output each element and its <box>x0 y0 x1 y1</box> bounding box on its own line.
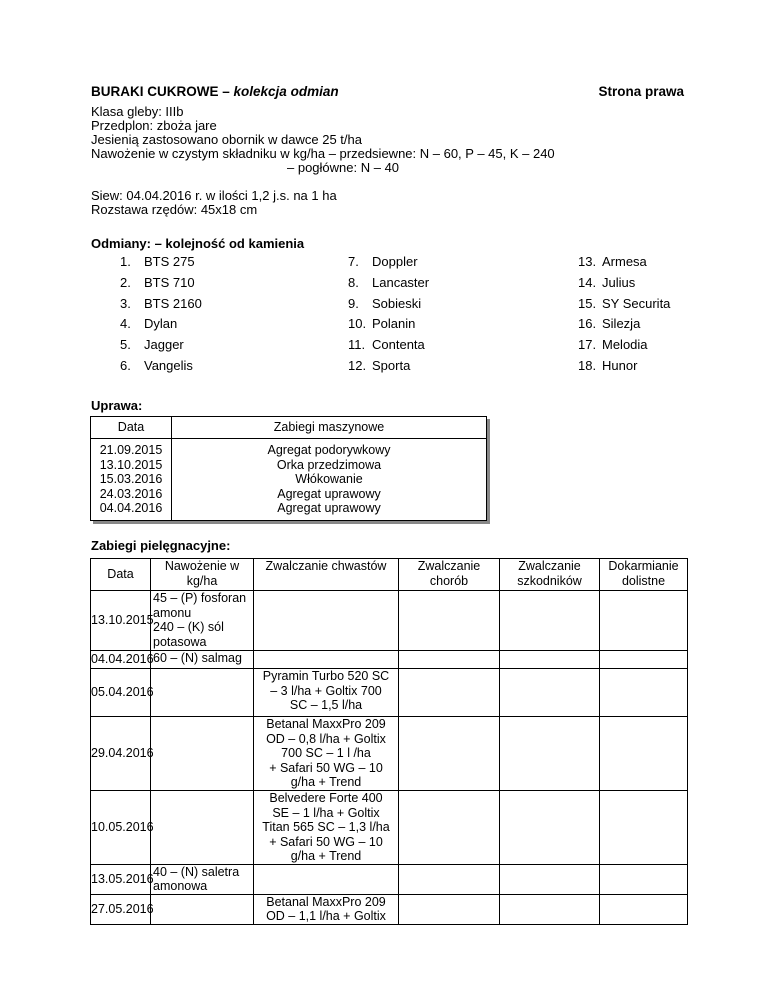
care-pests <box>500 791 600 865</box>
care-col-diseases: Zwalczanie chorób <box>399 559 500 591</box>
variety-item <box>120 358 193 373</box>
care-col-pests: Zwalczanie szkodników <box>500 559 600 591</box>
variety-item <box>348 296 421 311</box>
variety-name: BTS 275 <box>144 254 195 269</box>
care-weeds-line: g/ha + Trend <box>290 849 362 863</box>
care-pests <box>500 864 600 894</box>
variety-item <box>120 254 195 269</box>
care-weeds-line: + Safari 50 WG – 10 <box>269 834 383 849</box>
variety-item <box>348 358 410 373</box>
variety-item <box>578 358 637 373</box>
care-weeds-line: Belvedere Forte 400 <box>269 791 383 805</box>
care-foliar <box>600 651 688 669</box>
tillage-ops-cell <box>172 439 487 521</box>
variety-name: Hunor <box>602 358 638 373</box>
tillage-op: Włókowanie <box>295 472 363 486</box>
variety-name: Vangelis <box>144 358 193 373</box>
care-row <box>91 791 688 865</box>
variety-name: Contenta <box>372 337 425 353</box>
variety-item <box>120 296 202 311</box>
variety-name: Sporta <box>372 358 411 373</box>
care-pests <box>500 717 600 791</box>
variety-item <box>578 275 635 290</box>
care-diseases <box>399 651 500 669</box>
variety-item <box>120 275 195 290</box>
care-weeds <box>254 591 399 651</box>
variety-item <box>120 337 184 352</box>
fertilization-line-1: Nawożenie w czystym składniku w kg/ha – przedsiewne: N – 60, P – 45, K – 240 <box>91 146 555 161</box>
care-col-foliar: Dokarmianie dolistne <box>600 559 688 591</box>
care-date: 05.04.2016 <box>91 669 151 717</box>
care-table <box>90 558 688 925</box>
care-col-weeds: Zwalczanie chwastów <box>254 559 399 591</box>
care-pests <box>500 669 600 717</box>
tillage-table <box>90 416 487 521</box>
page-subtitle: kolekcja odmian <box>233 84 339 99</box>
care-weeds <box>254 669 399 717</box>
variety-number: 4. <box>120 316 131 332</box>
tillage-col-operations: Zabiegi maszynowe <box>172 417 487 439</box>
variety-item <box>348 254 418 269</box>
care-fertilization <box>151 864 254 894</box>
variety-name: Lancaster <box>372 274 430 290</box>
care-row <box>91 651 688 669</box>
tillage-op: Agregat uprawowy <box>277 501 381 515</box>
variety-number: 17. <box>578 337 597 353</box>
variety-number: 14. <box>578 274 597 290</box>
care-date: 13.10.2015 <box>91 591 151 651</box>
variety-item <box>348 275 429 290</box>
sowing-info: Siew: 04.04.2016 r. w ilości 1,2 j.s. na 1 ha <box>91 188 337 203</box>
variety-number: 7. <box>348 254 359 269</box>
varieties-heading: Odmiany: – kolejność od kamienia <box>91 236 305 251</box>
variety-name: Polanin <box>372 316 416 332</box>
care-fertilization <box>151 669 254 717</box>
care-fertilization <box>151 894 254 924</box>
care-row <box>91 669 688 717</box>
variety-name: Doppler <box>372 254 418 269</box>
variety-item <box>348 337 425 352</box>
variety-name: Armesa <box>602 254 647 269</box>
page-side-label: Strona prawa <box>598 84 684 99</box>
variety-number: 15. <box>578 295 597 311</box>
variety-name: Julius <box>602 274 636 290</box>
variety-name: Dylan <box>144 316 178 332</box>
care-weeds <box>254 651 399 669</box>
soil-class: Klasa gleby: IIIb <box>91 104 184 119</box>
variety-number: 3. <box>120 295 131 311</box>
variety-item <box>578 254 647 269</box>
tillage-heading: Uprawa: <box>91 398 143 413</box>
care-weeds <box>254 864 399 894</box>
variety-number: 6. <box>120 358 131 373</box>
care-fertilization <box>151 591 254 651</box>
care-weeds <box>254 791 399 865</box>
care-diseases <box>399 864 500 894</box>
care-row <box>91 591 688 651</box>
care-diseases <box>399 669 500 717</box>
care-date: 04.04.2016 <box>91 651 151 669</box>
care-row <box>91 894 688 924</box>
care-fertilization-line: 60 – (N) salmag <box>153 651 242 665</box>
care-fertilization-line: 40 – (N) saletra <box>153 864 240 879</box>
variety-item <box>348 316 415 331</box>
care-weeds-line: 700 SC – 1 l /ha <box>281 746 371 760</box>
variety-number: 18. <box>578 358 597 373</box>
variety-number: 2. <box>120 274 131 290</box>
variety-item <box>120 316 177 331</box>
care-date: 10.05.2016 <box>91 791 151 865</box>
variety-number: 5. <box>120 337 131 353</box>
care-fertilization <box>151 717 254 791</box>
care-foliar <box>600 894 688 924</box>
variety-name: Silezja <box>602 316 641 332</box>
care-col-fertilization: Nawożenie w kg/ha <box>151 559 254 591</box>
care-row <box>91 717 688 791</box>
care-pests <box>500 894 600 924</box>
care-date: 29.04.2016 <box>91 717 151 791</box>
care-diseases <box>399 591 500 651</box>
care-weeds-line: – 3 l/ha + Goltix 700 <box>270 683 382 698</box>
care-diseases <box>399 791 500 865</box>
care-fertilization-line: 240 – (K) sól <box>153 620 224 634</box>
care-heading: Zabiegi pielęgnacyjne: <box>91 538 231 553</box>
care-fertilization <box>151 651 254 669</box>
care-diseases <box>399 894 500 924</box>
variety-name: Jagger <box>144 337 184 353</box>
care-weeds-line: g/ha + Trend <box>290 775 362 789</box>
care-weeds-line: SE – 1 l/ha + Goltix <box>272 805 380 820</box>
variety-number: 11. <box>348 337 366 353</box>
care-pests <box>500 651 600 669</box>
tillage-op: Orka przedzimowa <box>276 457 382 472</box>
previous-crop: Przedplon: zboża jare <box>91 118 217 133</box>
care-foliar <box>600 591 688 651</box>
care-row <box>91 864 688 894</box>
variety-item <box>578 337 648 352</box>
care-weeds-line: SC – 1,5 l/ha <box>289 698 363 712</box>
care-date: 27.05.2016 <box>91 894 151 924</box>
care-weeds-line: OD – 0,8 l/ha + Goltix <box>266 731 386 746</box>
tillage-date: 24.03.2016 <box>99 486 163 501</box>
fertilization-line-2: – pogłówne: N – 40 <box>287 160 400 175</box>
variety-number: 12. <box>348 358 367 373</box>
tillage-col-date: Data <box>91 417 172 439</box>
manure-info: Jesienią zastosowano obornik w dawce 25 t/ha <box>91 132 362 147</box>
care-weeds-line: Pyramin Turbo 520 SC <box>262 669 390 683</box>
care-weeds-line: Betanal MaxxPro 209 <box>266 717 386 731</box>
care-foliar <box>600 864 688 894</box>
variety-name: SY Securita <box>602 295 671 311</box>
care-weeds-line: Betanal MaxxPro 209 <box>266 894 386 909</box>
tillage-date: 21.09.2015 <box>99 443 163 457</box>
care-pests <box>500 591 600 651</box>
care-foliar <box>600 669 688 717</box>
variety-name: BTS 710 <box>144 274 195 290</box>
tillage-date: 13.10.2015 <box>99 457 163 472</box>
care-col-date: Data <box>91 559 151 591</box>
variety-number: 9. <box>348 295 359 311</box>
care-weeds-line: Titan 565 SC – 1,3 l/ha <box>262 820 390 834</box>
care-weeds <box>254 894 399 924</box>
tillage-dates-cell <box>91 439 172 521</box>
care-fertilization-line: amonu <box>153 605 192 620</box>
care-foliar <box>600 717 688 791</box>
care-foliar <box>600 791 688 865</box>
care-fertilization-line: amonowa <box>153 879 208 893</box>
care-weeds-line: + Safari 50 WG – 10 <box>269 760 383 775</box>
tillage-date: 04.04.2016 <box>99 501 163 515</box>
care-date: 13.05.2016 <box>91 864 151 894</box>
care-weeds-line: OD – 1,1 l/ha + Goltix <box>266 909 386 923</box>
care-weeds <box>254 717 399 791</box>
care-fertilization-line: 45 – (P) fosforan <box>153 591 247 605</box>
variety-number: 8. <box>348 274 359 290</box>
page-title: BURAKI CUKROWE – kolekcja odmian <box>91 84 339 99</box>
care-diseases <box>399 717 500 791</box>
care-fertilization <box>151 791 254 865</box>
variety-name: BTS 2160 <box>144 295 202 311</box>
tillage-op: Agregat podorywkowy <box>267 443 391 457</box>
variety-number: 1. <box>120 254 131 269</box>
variety-item <box>578 316 640 331</box>
tillage-op: Agregat uprawowy <box>277 486 381 501</box>
tillage-date: 15.03.2016 <box>99 472 163 486</box>
variety-item <box>578 296 670 311</box>
variety-number: 13. <box>578 254 597 269</box>
variety-name: Sobieski <box>372 295 422 311</box>
variety-number: 16. <box>578 316 597 332</box>
variety-name: Melodia <box>602 337 648 353</box>
variety-number: 10. <box>348 316 367 332</box>
row-spacing: Rozstawa rzędów: 45x18 cm <box>91 202 258 217</box>
care-fertilization-line: potasowa <box>153 634 207 649</box>
